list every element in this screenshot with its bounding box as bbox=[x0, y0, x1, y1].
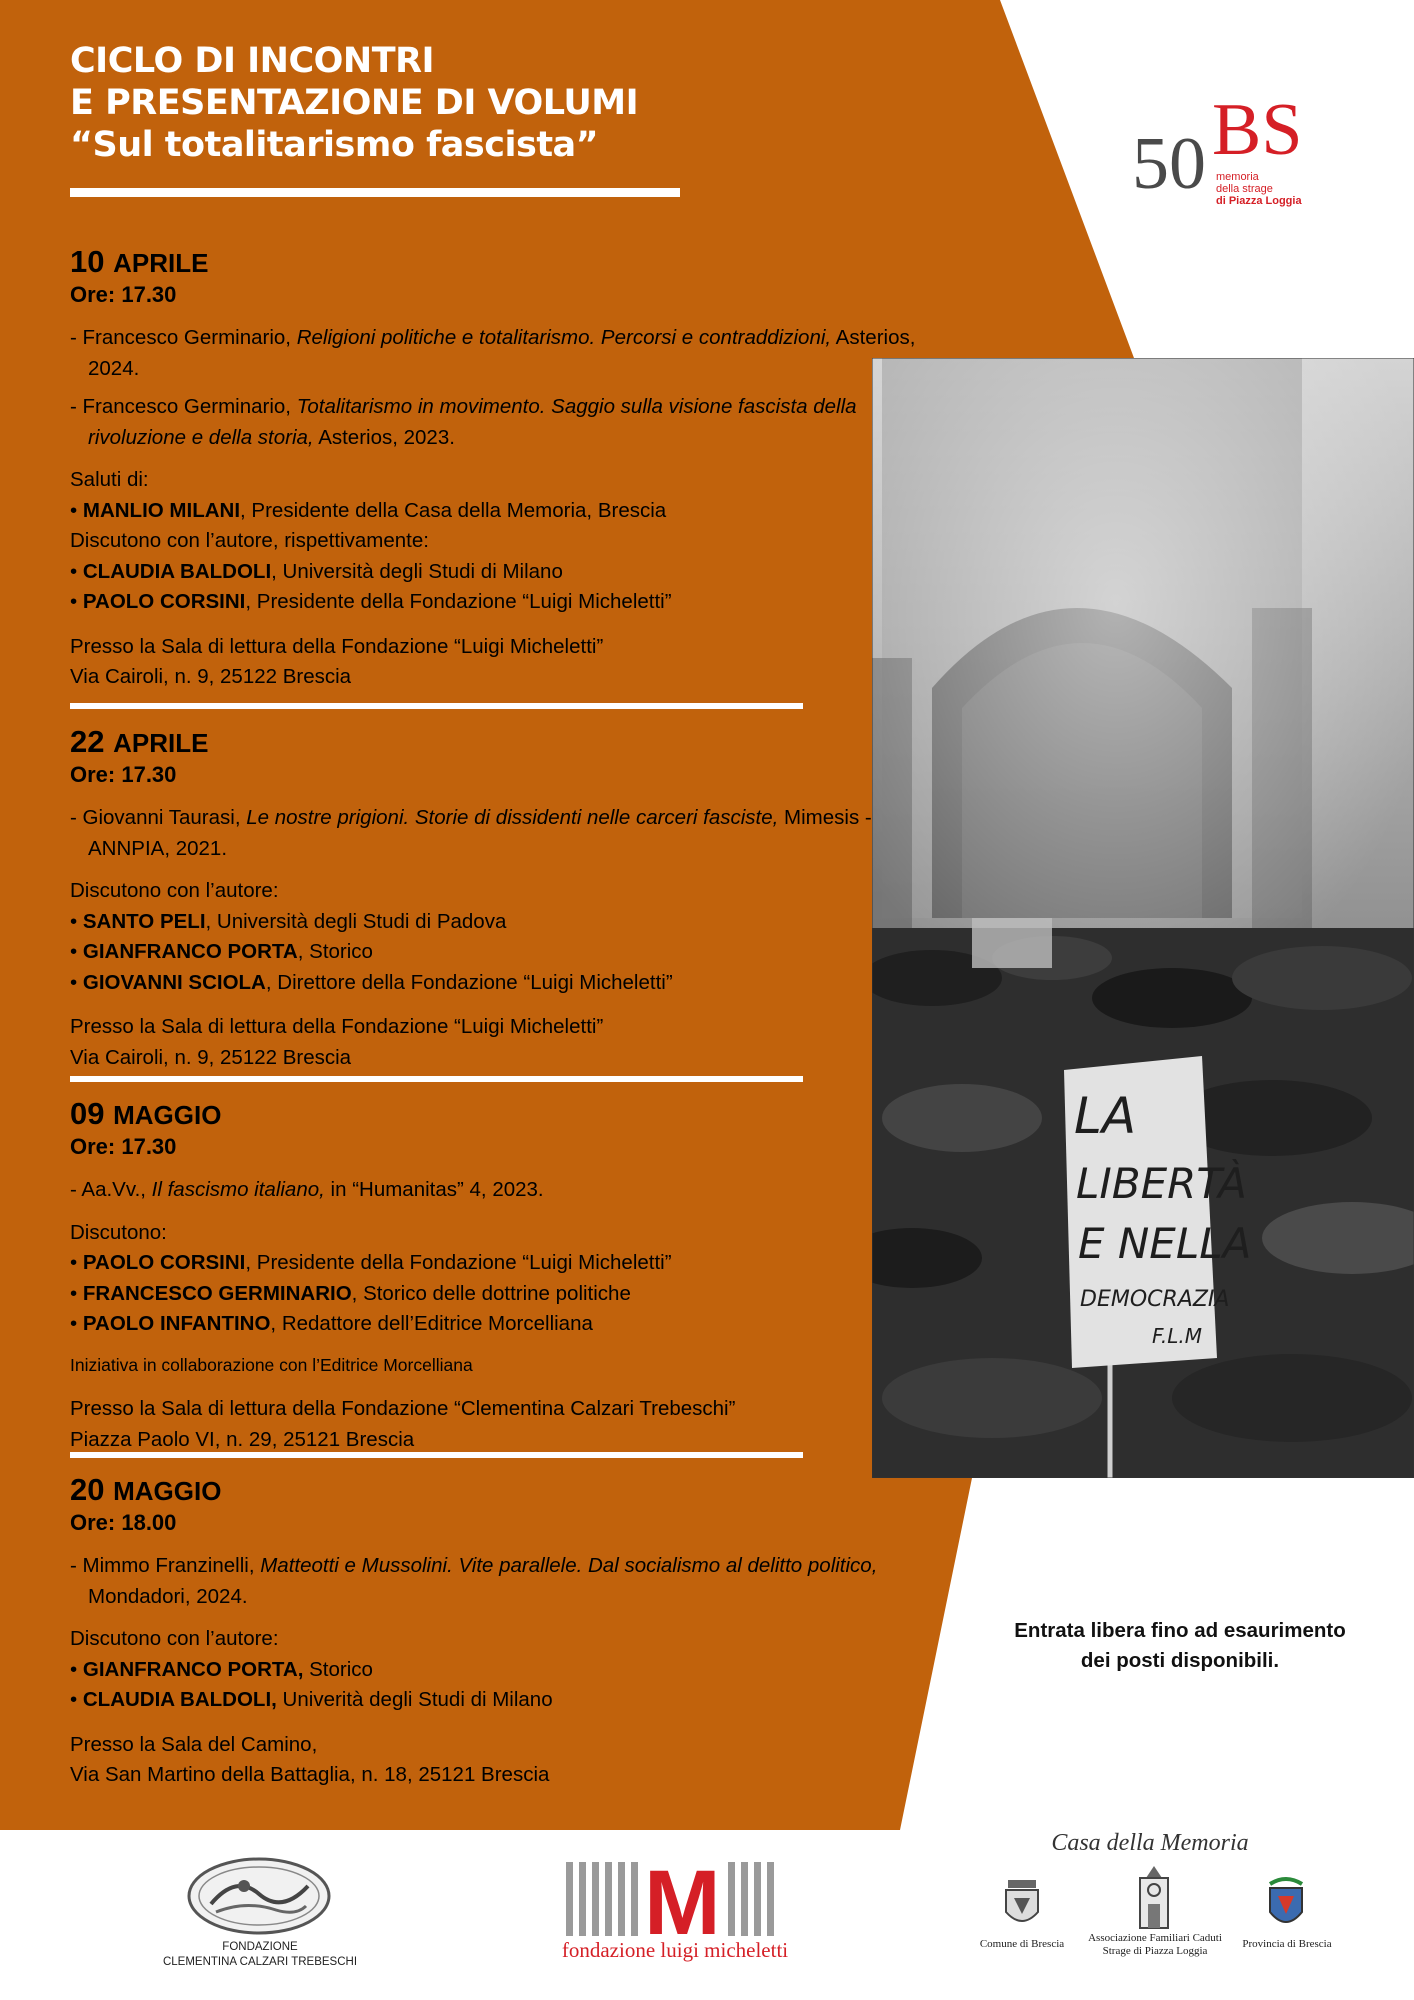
book-entry: - Francesco Germinario, Religioni politiche e totalitarismo. Percorsi e contraddizioni, Asterios, 2024. bbox=[70, 326, 916, 380]
event-date bbox=[70, 1472, 950, 1509]
free-entry-line-2: dei posti disponibili. bbox=[1080, 1649, 1280, 1672]
venue-line-2: Via Cairoli, n. 9, 25122 Brescia bbox=[70, 665, 352, 688]
event-day: 20 bbox=[70, 1472, 105, 1507]
section-divider bbox=[70, 703, 803, 709]
title-line-3: “Sul totalitarismo fascista” bbox=[70, 125, 599, 165]
event-day: 22 bbox=[70, 724, 105, 759]
speaker-item: • GIANFRANCO PORTA, Storico bbox=[70, 940, 373, 963]
title-underline bbox=[70, 188, 680, 197]
section-divider bbox=[70, 1452, 803, 1458]
associazione-tower-icon bbox=[1132, 1864, 1176, 1930]
title-line-2: E PRESENTAZIONE DI VOLUMI bbox=[70, 83, 639, 123]
greetings-label: Saluti di: bbox=[70, 468, 149, 491]
sign-text-4: DEMOCRAZIA bbox=[1080, 1287, 1230, 1312]
event-09-maggio bbox=[70, 1096, 950, 1455]
speaker-item: • PAOLO CORSINI, Presidente della Fondazione “Luigi Micheletti” bbox=[70, 1251, 672, 1274]
event-time: Ore: 17.30 bbox=[70, 1134, 177, 1159]
venue bbox=[70, 1730, 950, 1791]
footer-logos bbox=[0, 1830, 1414, 2000]
logo-letters: BS bbox=[1212, 96, 1303, 171]
event-date bbox=[70, 724, 950, 761]
discuss-label: Discutono con l’autore: bbox=[70, 879, 279, 902]
section-divider bbox=[70, 1076, 803, 1082]
event-month: MAGGIO bbox=[113, 1100, 222, 1130]
associazione-label: Associazione Familiari Caduti Strage di Piazza Loggia bbox=[1088, 1932, 1222, 1957]
logo-number: 50 bbox=[1132, 123, 1206, 205]
venue-line-2: Via Cairoli, n. 9, 25122 Brescia bbox=[70, 1045, 352, 1069]
sign-text-5: F.L.M bbox=[1152, 1324, 1203, 1348]
venue bbox=[70, 1012, 950, 1073]
provincia-label: Provincia di Brescia bbox=[1242, 1938, 1332, 1950]
trebeschi-seal-icon bbox=[186, 1856, 332, 1936]
trebeschi-label: FONDAZIONE CLEMENTINA CALZARI TREBESCHI bbox=[162, 1941, 358, 1968]
comune-label: Comune di Brescia bbox=[979, 1938, 1065, 1950]
logo-caption-1: memoria bbox=[1216, 171, 1259, 183]
collaboration-note: Iniziativa in collaborazione con l’Editrice Morcelliana bbox=[70, 1354, 473, 1375]
venue-line-2: Piazza Paolo VI, n. 29, 25121 Brescia bbox=[70, 1427, 415, 1451]
venue-line-2: Via San Martino della Battaglia, n. 18, 25121 Brescia bbox=[70, 1763, 550, 1786]
micheletti-letter: M bbox=[644, 1862, 721, 1936]
venue bbox=[70, 1394, 950, 1455]
speaker-item: • PAOLO CORSINI, Presidente della Fondazione “Luigi Micheletti” bbox=[70, 590, 672, 613]
event-date bbox=[70, 244, 950, 281]
venue-line-1: Presso la Sala di lettura della Fondazione “Clementina Calzari Trebeschi” bbox=[70, 1397, 736, 1420]
comune-brescia-crest-icon bbox=[1002, 1878, 1042, 1930]
event-20-maggio bbox=[70, 1472, 950, 1791]
event-time: Ore: 18.00 bbox=[70, 1510, 177, 1535]
event-time: Ore: 17.30 bbox=[70, 282, 177, 307]
discuss-label: Discutono con l’autore, rispettivamente: bbox=[70, 529, 429, 552]
historical-protest-photo bbox=[872, 358, 1414, 1478]
discuss-label: Discutono con l’autore: bbox=[70, 1627, 279, 1650]
logo-caption-2: della strage bbox=[1216, 183, 1273, 195]
sign-text-1: LA bbox=[1074, 1087, 1137, 1145]
discuss-label: Discutono: bbox=[70, 1220, 167, 1244]
book-entry: - Francesco Germinario, Totalitarismo in movimento. Saggio sulla visione fascista della rivoluzione e della storia, Asterios, 2023. bbox=[70, 395, 857, 449]
event-month: MAGGIO bbox=[113, 1476, 222, 1506]
speaker-item: • GIOVANNI SCIOLA, Direttore della Fondazione “Luigi Micheletti” bbox=[70, 970, 673, 994]
speaker-item: • SANTO PELI, Università degli Studi di Padova bbox=[70, 909, 507, 933]
book-entry: - Aa.Vv., Il fascismo italiano, in “Humanitas” 4, 2023. bbox=[70, 1178, 544, 1201]
event-day: 09 bbox=[70, 1096, 105, 1131]
book-entry: - Mimmo Franzinelli, Matteotti e Mussolini. Vite parallele. Dal socialismo al delitto politico, Mondadori, 2024. bbox=[70, 1554, 878, 1608]
speaker-item: • GIANFRANCO PORTA, Storico bbox=[70, 1657, 373, 1681]
micheletti-label: fondazione luigi micheletti bbox=[561, 1938, 789, 1962]
event-month: APRILE bbox=[113, 248, 209, 278]
event-day: 10 bbox=[70, 244, 105, 279]
50bs-memoria-logo bbox=[1132, 96, 1352, 226]
event-time: Ore: 17.30 bbox=[70, 762, 177, 787]
speaker-item: • CLAUDIA BALDOLI, Università degli Studi di Milano bbox=[70, 559, 563, 583]
venue-line-1: Presso la Sala del Camino, bbox=[70, 1732, 318, 1756]
speaker-item: • CLAUDIA BALDOLI, Univerità degli Studi di Milano bbox=[70, 1688, 553, 1711]
venue bbox=[70, 632, 950, 693]
logo-caption-3: di Piazza Loggia bbox=[1216, 195, 1302, 207]
provincia-brescia-crest-icon bbox=[1264, 1874, 1308, 1932]
event-22-aprile bbox=[70, 724, 950, 1073]
event-10-aprile bbox=[70, 244, 950, 693]
speaker-item: • MANLIO MILANI, Presidente della Casa della Memoria, Brescia bbox=[70, 498, 667, 522]
book-entry: - Giovanni Taurasi, Le nostre prigioni. Storie di dissidenti nelle carceri fasciste, Mimesis - ANNPIA, 2021. bbox=[70, 806, 872, 860]
venue-line-1: Presso la Sala di lettura della Fondazione “Luigi Micheletti” bbox=[70, 1015, 604, 1038]
event-month: APRILE bbox=[113, 728, 209, 758]
event-date bbox=[70, 1096, 950, 1133]
free-entry-notice bbox=[970, 1616, 1390, 1676]
speaker-item: • PAOLO INFANTINO, Redattore dell’Editrice Morcelliana bbox=[70, 1312, 593, 1335]
speaker-item: • FRANCESCO GERMINARIO, Storico delle dottrine politiche bbox=[70, 1281, 631, 1305]
venue-line-1: Presso la Sala di lettura della Fondazione “Luigi Micheletti” bbox=[70, 634, 604, 658]
program-content bbox=[70, 40, 950, 197]
casa-memoria-title: Casa della Memoria bbox=[1051, 1830, 1249, 1856]
sign-text-2: LIBERTÀ bbox=[1076, 1159, 1247, 1208]
page-title bbox=[70, 40, 950, 166]
micheletti-logo-icon bbox=[566, 1862, 782, 1936]
free-entry-line-1: Entrata libera fino ad esaurimento bbox=[1014, 1619, 1346, 1642]
sign-text-3: E NELLA bbox=[1078, 1219, 1252, 1268]
title-line-1: CICLO DI INCONTRI bbox=[70, 41, 435, 81]
